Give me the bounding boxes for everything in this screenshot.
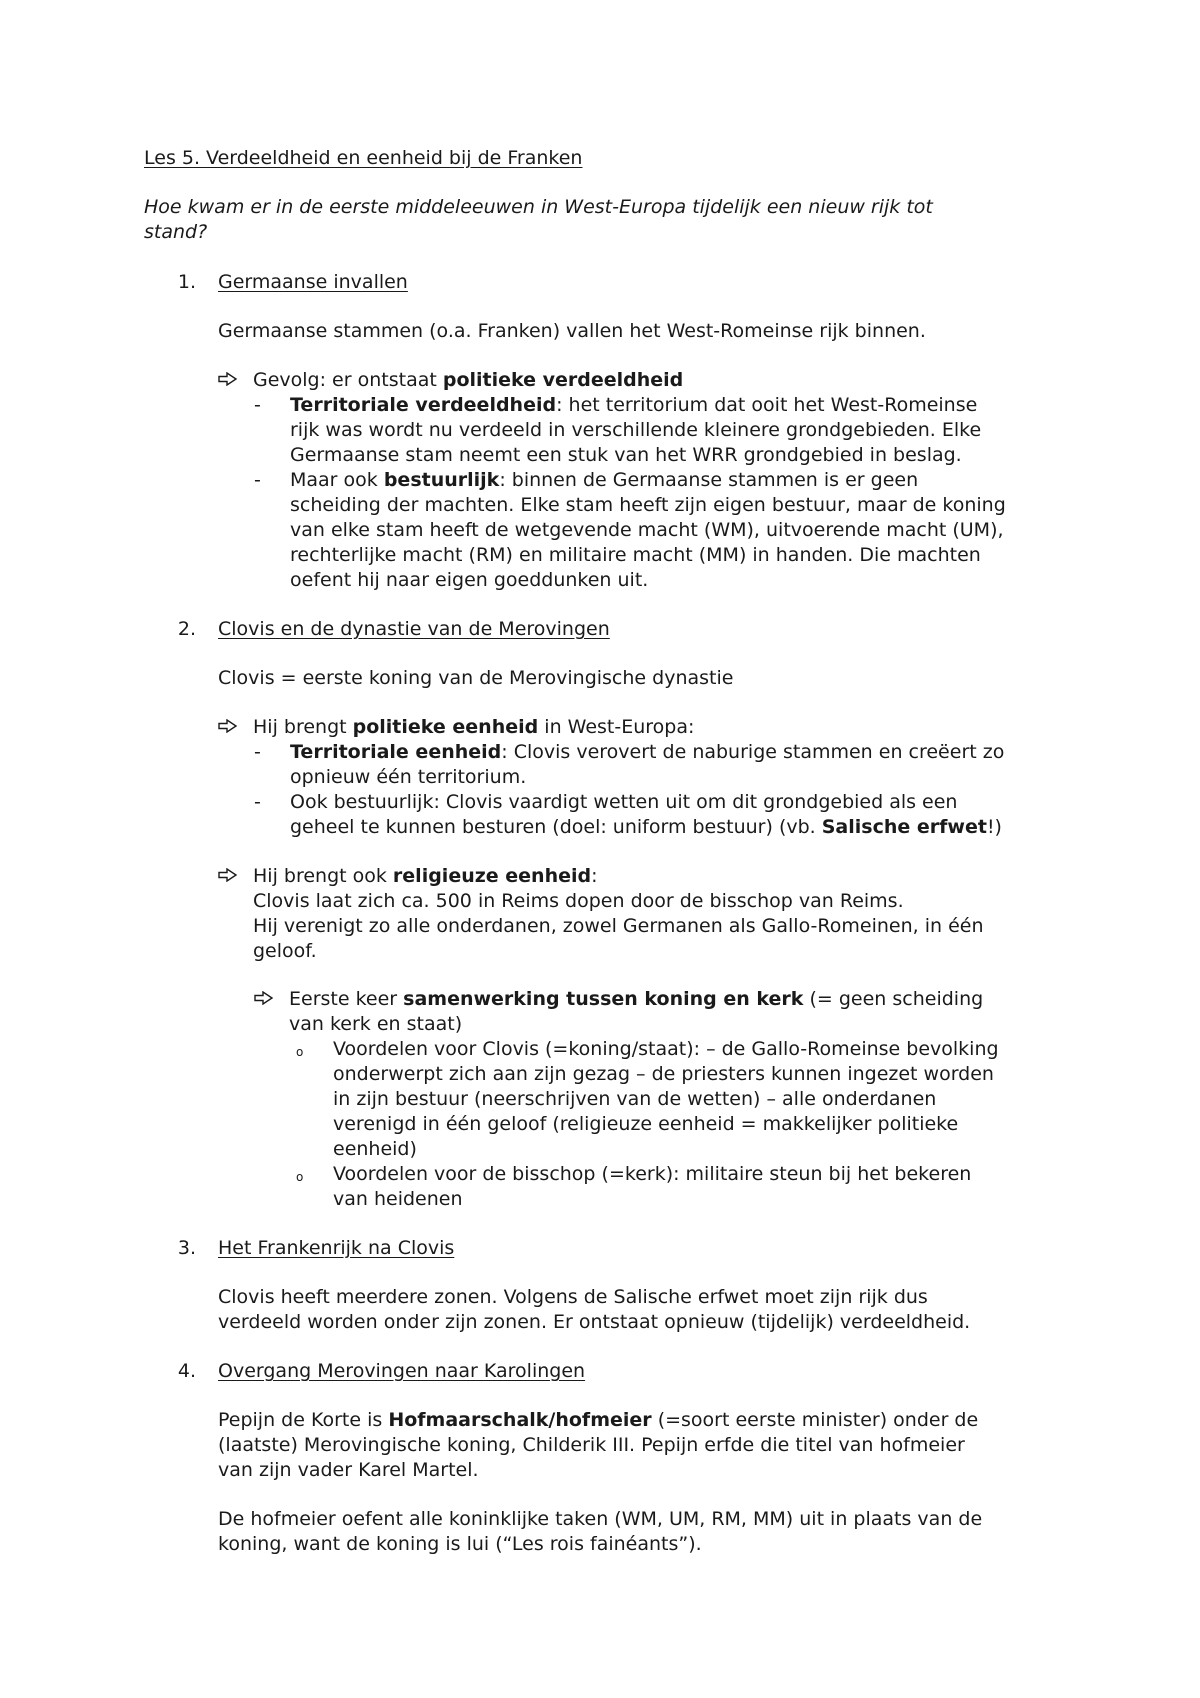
paragraph-line: Pepijn de Korte is Hofmaarschalk/hofmeier (=soort eerste minister) onder de — [218, 1409, 979, 1431]
section-number: 4. — [177, 1360, 196, 1382]
arrow-point: Hij brengt ook religieuze eenheid: — [253, 865, 598, 887]
arrow-bullet-icon — [254, 991, 274, 1005]
list-line: eenheid) — [333, 1138, 417, 1160]
list-line: Territoriale eenheid: Clovis verovert de naburige stammen en creëert zo — [290, 741, 1005, 763]
paragraph-line: (laatste) Merovingische koning, Childerik III. Pepijn erfde die titel van hofmeier — [218, 1434, 965, 1456]
list-line: rechterlijke macht (RM) en militaire macht (MM) in handen. Die machten — [290, 544, 981, 566]
section-number: 3. — [177, 1237, 196, 1259]
section-heading: Het Frankenrijk na Clovis — [218, 1237, 455, 1259]
paragraph-line: van zijn vader Karel Martel. — [218, 1459, 479, 1481]
paragraph-line: Clovis = eerste koning van de Merovingische dynastie — [218, 667, 734, 689]
list-line: Voordelen voor Clovis (=koning/staat): – de Gallo-Romeinse bevolking — [333, 1038, 999, 1060]
arrow-bullet-icon — [218, 868, 238, 882]
arrow-point: Gevolg: er ontstaat politieke verdeeldheid — [253, 369, 684, 391]
dash-bullet: - — [254, 741, 261, 763]
list-line: Maar ook bestuurlijk: binnen de Germaanse stammen is er geen — [290, 469, 919, 491]
section-heading: Clovis en de dynastie van de Merovingen — [218, 618, 610, 640]
list-line: scheiding der machten. Elke stam heeft zijn eigen bestuur, maar de koning — [290, 494, 1006, 516]
question-line-2: stand? — [144, 221, 208, 243]
list-line: Voordelen voor de bisschop (=kerk): militaire steun bij het bekeren — [333, 1163, 972, 1185]
list-line: Territoriale verdeeldheid: het territorium dat ooit het West-Romeinse — [290, 394, 978, 416]
dash-bullet: - — [254, 394, 261, 416]
circle-bullet: o — [296, 1045, 304, 1059]
paragraph-line: geloof. — [253, 940, 317, 962]
list-line: opnieuw één territorium. — [290, 766, 527, 788]
arrow-bullet-icon — [218, 719, 238, 733]
list-line: van heidenen — [333, 1188, 463, 1210]
list-line: geheel te kunnen besturen (doel: uniform bestuur) (vb. Salische erfwet!) — [290, 816, 1002, 838]
paragraph-line: verdeeld worden onder zijn zonen. Er ontstaat opnieuw (tijdelijk) verdeeldheid. — [218, 1311, 971, 1333]
paragraph-line: De hofmeier oefent alle koninklijke taken (WM, UM, RM, MM) uit in plaats van de — [218, 1508, 983, 1530]
dash-bullet: - — [254, 791, 261, 813]
list-line: oefent hij naar eigen goeddunken uit. — [290, 569, 649, 591]
question-line-1: Hoe kwam er in de eerste middeleeuwen in West-Europa tijdelijk een nieuw rijk tot — [144, 196, 933, 218]
paragraph-line: koning, want de koning is lui (“Les rois fainéants”). — [218, 1533, 702, 1555]
dash-bullet: - — [254, 469, 261, 491]
list-line: in zijn bestuur (neerschrijven van de wetten) – alle onderdanen — [333, 1088, 937, 1110]
paragraph-line: Clovis laat zich ca. 500 in Reims dopen door de bisschop van Reims. — [253, 890, 904, 912]
paragraph-line: Hij verenigt zo alle onderdanen, zowel Germanen als Gallo-Romeinen, in één — [253, 915, 984, 937]
paragraph-line: Clovis heeft meerdere zonen. Volgens de Salische erfwet moet zijn rijk dus — [218, 1286, 928, 1308]
list-line: Germaanse stam neemt een stuk van het WRR grondgebied in beslag. — [290, 444, 962, 466]
section-number: 1. — [177, 271, 196, 293]
list-line: rijk was wordt nu verdeeld in verschillende kleinere grondgebieden. Elke — [290, 419, 982, 441]
arrow-point: Eerste keer samenwerking tussen koning en kerk (= geen scheiding — [289, 988, 984, 1010]
arrow-bullet-icon — [218, 372, 238, 386]
paragraph-line: Germaanse stammen (o.a. Franken) vallen het West-Romeinse rijk binnen. — [218, 320, 926, 342]
section-number: 2. — [177, 618, 196, 640]
circle-bullet: o — [296, 1170, 304, 1184]
paragraph-line: van kerk en staat) — [289, 1013, 463, 1035]
section-heading: Overgang Merovingen naar Karolingen — [218, 1360, 586, 1382]
list-line: onderwerpt zich aan zijn gezag – de priesters kunnen ingezet worden — [333, 1063, 994, 1085]
arrow-point: Hij brengt politieke eenheid in West-Europa: — [253, 716, 695, 738]
list-line: verenigd in één geloof (religieuze eenheid = makkelijker politieke — [333, 1113, 959, 1135]
list-line: van elke stam heeft de wetgevende macht (WM), uitvoerende macht (UM), — [290, 519, 1004, 541]
document-title: Les 5. Verdeeldheid en eenheid bij de Franken — [144, 147, 583, 169]
list-line: Ook bestuurlijk: Clovis vaardigt wetten uit om dit grondgebied als een — [290, 791, 958, 813]
section-heading: Germaanse invallen — [218, 271, 408, 293]
